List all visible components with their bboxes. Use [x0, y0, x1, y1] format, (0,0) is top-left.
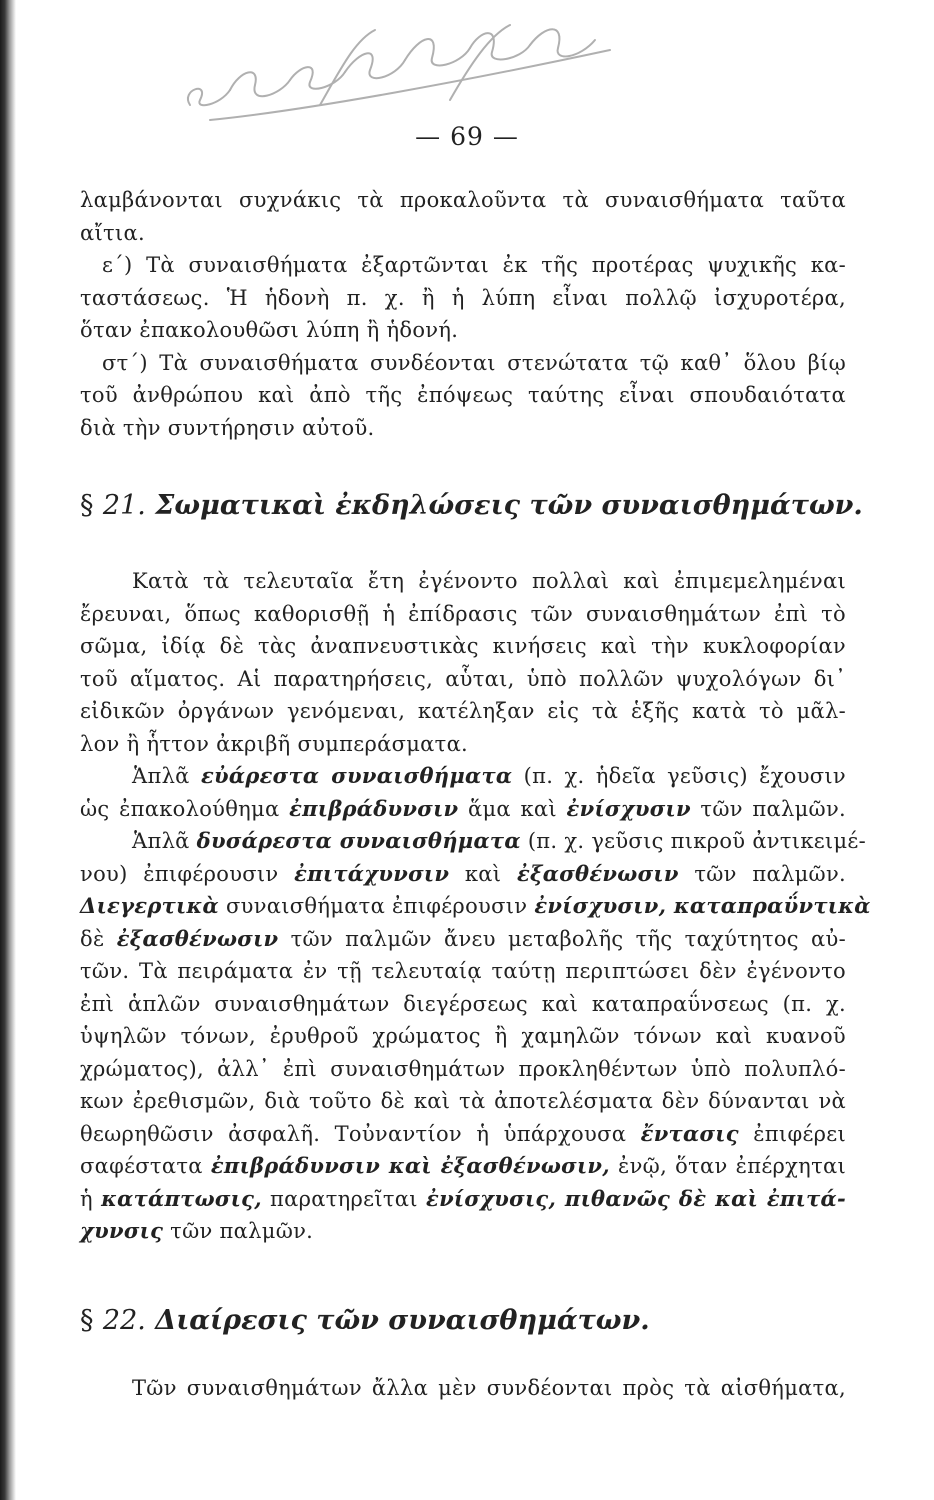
text-line: τοῦ αἵματος. Αἱ παρατηρήσεις, αὗται, ὑπὸ πολλῶν ψυχολόγων δι᾿ — [80, 666, 846, 691]
emphasis: ἐνίσχυσιν — [566, 795, 691, 821]
text-line: τῶν. Τὰ πειράματα ἐν τῇ τελευταίᾳ ταύτῃ περιπτώσει δὲν ἐγένοντο — [80, 959, 846, 983]
paragraph-continuation — [80, 184, 846, 444]
section-number: 21. — [102, 490, 146, 521]
emphasis: ἔντασις — [640, 1120, 739, 1146]
text-line: δὲ ἐξασθένωσιν τῶν παλμῶν ἄνευ μεταβολῆς τῆς ταχύτητος αὐ- — [80, 925, 846, 951]
text-line: ταστάσεως. Ἡ ἡδονὴ π. χ. ἢ ἡ λύπη εἶναι πολλῷ ἰσχυροτέρα, — [80, 285, 846, 310]
section-22-body — [80, 1372, 846, 1405]
text-line: στ΄) Τὰ συναισθήματα συνδέονται στενώτατα τῷ καθ᾿ ὅλου βίῳ — [102, 350, 846, 375]
section-heading-22 — [80, 1305, 846, 1336]
emphasis: ἐνίσχυσιν, καταπραΰντικὰ — [534, 893, 871, 918]
section-title: Σωματικαὶ ἐκδηλώσεις τῶν συναισθημάτων. — [155, 490, 863, 521]
text-line: αἴτια. — [80, 220, 145, 245]
handwritten-signature — [170, 10, 630, 140]
section-heading-21 — [80, 490, 863, 521]
text-line: Ἁπλᾶ εὐάρεστα συναισθήματα (π. χ. ἡδεῖα γεῦσις) ἔχουσιν — [132, 763, 846, 788]
text-line: χυνσις τῶν παλμῶν. — [80, 1218, 314, 1243]
section-title: Διαίρεσις τῶν συναισθημάτων. — [155, 1305, 650, 1336]
emphasis: δυσάρεστα συναισθήματα — [196, 828, 521, 853]
page-number: — 69 — — [415, 122, 519, 151]
text-line: ἐπὶ ἁπλῶν συναισθημάτων διεγέρσεως καὶ καταπραΰνσεως (π. χ. — [80, 991, 846, 1016]
text-line: χρώματος), ἀλλ᾿ ἐπὶ συναισθημάτων προκληθέντων ὑπὸ πολυπλό- — [80, 1056, 846, 1081]
emphasis: Διεγερτικὰ — [80, 893, 220, 918]
emphasis: ἐπιβράδυνσιν καὶ ἐξασθένωσιν, — [210, 1153, 610, 1178]
emphasis: κατάπτωσις, — [101, 1185, 262, 1211]
text-line: Τῶν συναισθημάτων ἄλλα μὲν συνδέονται πρὸς τὰ αἰσθήματα, — [132, 1376, 846, 1400]
section-number: 22. — [102, 1305, 146, 1336]
text-line: Διεγερτικὰ συναισθήματα ἐπιφέρουσιν ἐνίσχυσιν, καταπραΰντικὰ — [80, 893, 871, 918]
text-line: ἔρευναι, ὅπως καθορισθῇ ἡ ἐπίδρασις τῶν συναισθημάτων ἐπὶ τὸ — [80, 601, 846, 626]
emphasis: ἐπιβράδυνσιν — [289, 795, 459, 821]
text-line: νου) ἐπιφέρουσιν ἐπιτάχυνσιν καὶ ἐξασθένωσιν τῶν παλμῶν. — [80, 860, 847, 886]
text-line: λαμβάνονται συχνάκις τὰ προκαλοῦντα τὰ συναισθήματα ταῦτα — [80, 188, 846, 212]
emphasis: ἐνίσχυσις, πιθανῶς δὲ καὶ ἐπιτά- — [426, 1185, 846, 1211]
section-21-body — [80, 565, 871, 1248]
text-line: Κατὰ τὰ τελευταῖα ἔτη ἐγένοντο πολλαὶ καὶ ἐπιμεμελημέναι — [132, 569, 846, 593]
text-line: Ἁπλᾶ δυσάρεστα συναισθήματα (π. χ. γεῦσις πικροῦ ἀντικειμέ- — [132, 828, 866, 853]
text-line: εἰδικῶν ὀργάνων γενόμεναι, κατέληξαν εἰς τὰ ἑξῆς κατὰ τὸ μᾶλ- — [80, 699, 846, 723]
text-line: ὡς ἐπακολούθημα ἐπιβράδυνσιν ἅμα καὶ ἐνίσχυσιν τῶν παλμῶν. — [80, 795, 847, 821]
text-line: σῶμα, ἰδίᾳ δὲ τὰς ἀναπνευστικὰς κινήσεις καὶ τὴν κυκλοφορίαν — [80, 634, 846, 658]
text-line: τοῦ ἀνθρώπου καὶ ἀπὸ τῆς ἐπόψεως ταύτης εἶναι σπουδαιότατα — [80, 383, 846, 407]
emphasis: χυνσις — [80, 1218, 164, 1243]
text-line: ὅταν ἐπακολουθῶσι λύπη ἢ ἡδονή. — [80, 318, 459, 342]
emphasis: εὐάρεστα συναισθήματα — [200, 763, 513, 788]
section-symbol: § — [80, 490, 94, 521]
text-line: θεωρηθῶσιν ἀσφαλῆ. Τοὐναντίον ἡ ὑπάρχουσα ἔντασις ἐπιφέρει — [80, 1120, 846, 1146]
text-line: διὰ τὴν συντήρησιν αὐτοῦ. — [80, 415, 375, 440]
text-line: ε΄) Τὰ συναισθήματα ἐξαρτῶνται ἐκ τῆς προτέρας ψυχικῆς κα- — [102, 253, 846, 277]
text-line: ὑψηλῶν τόνων, ἐρυθροῦ χρώματος ἢ χαμηλῶν τόνων καὶ κυανοῦ — [80, 1024, 846, 1048]
emphasis: ἐξασθένωσιν — [116, 925, 279, 951]
text-line: κων ἐρεθισμῶν, διὰ τοῦτο δὲ καὶ τὰ ἀποτελέσματα δὲν δύνανται νὰ — [80, 1089, 846, 1113]
text-line: λον ἢ ἧττον ἀκριβῆ συμπεράσματα. — [80, 731, 469, 756]
text-line: ἡ κατάπτωσις, παρατηρεῖται ἐνίσχυσις, πιθανῶς δὲ καὶ ἐπιτά- — [80, 1185, 846, 1211]
section-symbol: § — [80, 1305, 94, 1336]
page-binding-edge — [0, 0, 16, 1500]
text-line: σαφέστατα ἐπιβράδυνσιν καὶ ἐξασθένωσιν, ἐνῷ, ὅταν ἐπέρχηται — [80, 1153, 846, 1178]
emphasis: ἐπιτάχυνσιν — [294, 860, 450, 886]
emphasis: ἐξασθένωσιν — [516, 860, 679, 886]
